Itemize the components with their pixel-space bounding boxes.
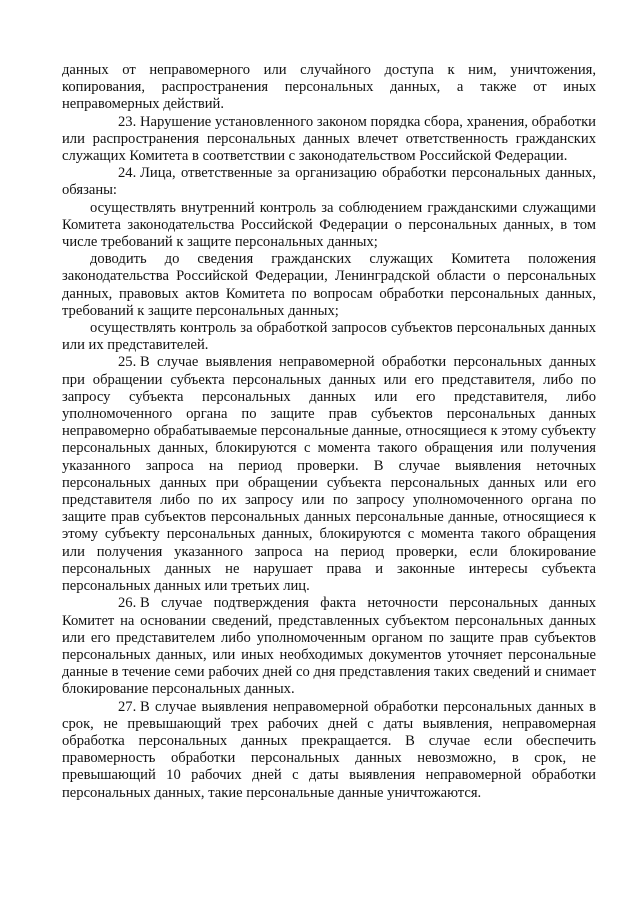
paragraph-24-item-2 <box>62 251 596 320</box>
paragraph-24-item-3 <box>62 320 596 354</box>
document-body <box>62 62 596 802</box>
paragraph-26 <box>62 595 596 698</box>
paragraph-24 <box>62 165 596 199</box>
paragraph-text: В случае выявления неправомерной обработки персональных данных в срок, не превышающий трех рабочих дней с даты выявления, неправомерная обработка персональных данных прекращается. В случае если обеспечить правомерность обработки персональных данных невозможно, в срок, не превышающий 10 рабочих дней с даты выявления неправомерной обработки персональных данных, такие персональные данные уничтожаются. <box>62 698 596 801</box>
paragraph-27 <box>62 699 596 802</box>
paragraph-text: В случае подтверждения факта неточности персональных данных Комитет на основании сведений, представленных субъектом персональных данных или его представителем либо уполномоченным органом по защите прав субъектов персональных данных, или иных необходимых документов уточняет персональные данные в течение семи рабочих дней со дня представления таких сведений и снимает блокирование персональных данных. <box>62 595 596 698</box>
paragraph-number: 24. <box>118 165 137 182</box>
paragraph-text: Нарушение установленного законом порядка сбора, хранения, обработки или распространения персональных данных влечет ответственность гражданских служащих Комитета в соответствии с законодательством Российской Федерации. <box>62 113 596 165</box>
paragraph-25 <box>62 354 596 595</box>
paragraph-23 <box>62 114 596 166</box>
paragraph-number: 26. <box>118 595 137 612</box>
paragraph-number: 27. <box>118 698 137 715</box>
paragraph-text: данных от неправомерного или случайного доступа к ним, уничтожения, копирования, распространения персональных данных, а также от иных неправомерных действий. <box>62 62 596 113</box>
paragraph-number: 25. <box>118 354 137 371</box>
paragraph-text: В случае выявления неправомерной обработки персональных данных при обращении субъекта персональных данных или его представителя, либо по запросу субъекта персональных данных или его представителя, либо уполномоченного органа по защите прав субъектов персональных данных неправомерно обрабатываемые персональные данные, относящиеся к этому субъекту персональных данных, блокируются с момента такого обращения или получения указанного запроса на период проверки. В случае выявления неточных персональных данных при обращении субъекта персональных данных или его представителя либо по их запросу или по запросу уполномоченного органа по защите прав субъектов персональных данных персональные данные, относящиеся к этому субъекту персональных данных, блокируются с момента такого обращения или получения указанного запроса на период проверки, если блокирование персональных данных не нарушает права и законные интересы субъекта персональных данных или третьих лиц. <box>62 354 596 595</box>
paragraph-text: осуществлять внутренний контроль за соблюдением гражданскими служащими Комитета законодательства Российской Федерации о персональных данных, в том числе требований к защите персональных данных; <box>62 199 596 251</box>
paragraph-24-item-1 <box>62 200 596 252</box>
paragraph-text: осуществлять контроль за обработкой запросов субъектов персональных данных или их представителей. <box>62 320 596 354</box>
paragraph-intro <box>62 62 596 114</box>
paragraph-text: доводить до сведения гражданских служащих Комитета положения законодательства Российской Федерации, Ленинградской области о персональных данных, правовых актов Комитета по вопросам обработки персональных данных, требований к защите персональных данных; <box>62 251 596 319</box>
paragraph-number: 23. <box>118 113 137 130</box>
paragraph-text: Лица, ответственные за организацию обработки персональных данных, обязаны: <box>62 165 596 199</box>
